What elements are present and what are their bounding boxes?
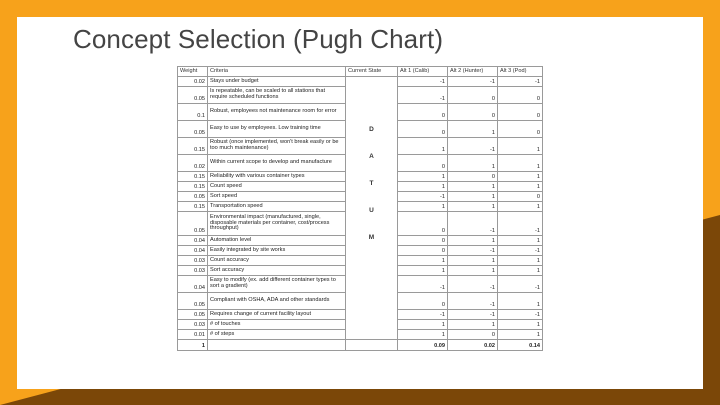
alt3-score-cell: -1: [498, 310, 543, 320]
alt1-score-cell: -1: [398, 276, 448, 293]
criteria-cell: Easily integrated by site works: [208, 246, 346, 256]
alt2-score-cell: 1: [448, 320, 498, 330]
alt3-score-cell: 1: [498, 182, 543, 192]
criteria-cell: Automation level: [208, 236, 346, 246]
alt3-score-cell: 0: [498, 104, 543, 121]
weight-cell: 0.04: [178, 236, 208, 246]
header-alt1: Alt 1 (Calib): [398, 67, 448, 77]
alt1-score-cell: 1: [398, 330, 448, 340]
alt3-score-cell: 1: [498, 138, 543, 155]
criteria-cell: Compliant with OSHA, ADA and other standards: [208, 293, 346, 310]
alt2-score-cell: -1: [448, 246, 498, 256]
alt2-score-cell: -1: [448, 310, 498, 320]
datum-letter: T: [369, 180, 374, 187]
weight-cell: 0.01: [178, 330, 208, 340]
weight-cell: 0.05: [178, 212, 208, 236]
criteria-cell: Sort accuracy: [208, 266, 346, 276]
header-criteria: Criteria: [208, 67, 346, 77]
alt3-score-cell: 0: [498, 192, 543, 202]
total-current-cell: [346, 340, 398, 351]
weight-cell: 0.05: [178, 293, 208, 310]
criteria-cell: Stays under budget: [208, 77, 346, 87]
criteria-cell: Is repeatable, can be scaled to all stations that require scheduled functions: [208, 87, 346, 104]
weight-cell: 0.04: [178, 246, 208, 256]
criteria-cell: Easy to modify (ex. add different container types to sort a gradient): [208, 276, 346, 293]
header-alt3: Alt 3 (Pod): [498, 67, 543, 77]
alt3-score-cell: 1: [498, 172, 543, 182]
alt1-score-cell: 0: [398, 121, 448, 138]
alt2-score-cell: 1: [448, 256, 498, 266]
header-current-state: Current State: [346, 67, 398, 77]
alt2-score-cell: 0: [448, 330, 498, 340]
weight-cell: 0.15: [178, 172, 208, 182]
total-row: [178, 340, 543, 351]
alt2-score-cell: 0: [448, 172, 498, 182]
alt3-score-cell: 1: [498, 266, 543, 276]
alt2-score-cell: -1: [448, 138, 498, 155]
criteria-cell: Easy to use by employees. Low training time: [208, 121, 346, 138]
criteria-cell: Robust, employees not maintenance room for error: [208, 104, 346, 121]
alt1-score-cell: 1: [398, 320, 448, 330]
weight-cell: 0.02: [178, 77, 208, 87]
alt2-score-cell: -1: [448, 276, 498, 293]
alt1-score-cell: 0: [398, 293, 448, 310]
alt1-score-cell: -1: [398, 310, 448, 320]
criteria-cell: Within current scope to develop and manufacture: [208, 155, 346, 172]
criteria-cell: # of touches: [208, 320, 346, 330]
alt3-score-cell: -1: [498, 246, 543, 256]
alt3-score-cell: 1: [498, 155, 543, 172]
alt1-score-cell: 0: [398, 246, 448, 256]
weight-cell: 0.03: [178, 266, 208, 276]
weight-cell: 0.05: [178, 310, 208, 320]
alt3-score-cell: 1: [498, 293, 543, 310]
header-row: [178, 67, 543, 77]
criteria-cell: Environmental impact (manufactured, single, disposable materials per container, cost/process throughput): [208, 212, 346, 236]
alt2-score-cell: 1: [448, 192, 498, 202]
alt1-score-cell: 0: [398, 104, 448, 121]
datum-letter: A: [369, 153, 374, 160]
weight-cell: 0.15: [178, 138, 208, 155]
alt2-score-cell: -1: [448, 293, 498, 310]
alt1-score-cell: 1: [398, 202, 448, 212]
weight-cell: 0.02: [178, 155, 208, 172]
weight-cell: 0.15: [178, 182, 208, 192]
slide-title: Concept Selection (Pugh Chart): [73, 24, 444, 54]
alt1-score-cell: 1: [398, 182, 448, 192]
criteria-cell: Robust (once implemented, won't break easily or be too much maintenance): [208, 138, 346, 155]
alt3-score-cell: -1: [498, 212, 543, 236]
criteria-cell: Count accuracy: [208, 256, 346, 266]
datum-letter: M: [368, 234, 375, 241]
alt3-score-cell: 1: [498, 330, 543, 340]
total-alt3-cell: 0.14: [498, 340, 543, 351]
criteria-cell: # of steps: [208, 330, 346, 340]
criteria-cell: Sort speed: [208, 192, 346, 202]
alt3-score-cell: 0: [498, 121, 543, 138]
alt3-score-cell: -1: [498, 276, 543, 293]
alt2-score-cell: 1: [448, 155, 498, 172]
total-criteria-cell: [208, 340, 346, 351]
alt3-score-cell: 1: [498, 236, 543, 246]
weight-cell: 0.15: [178, 202, 208, 212]
criteria-cell: Count speed: [208, 182, 346, 192]
weight-cell: 0.04: [178, 276, 208, 293]
total-alt2-cell: 0.02: [448, 340, 498, 351]
total-alt1-cell: 0.09: [398, 340, 448, 351]
header-alt2: Alt 2 (Hunter): [448, 67, 498, 77]
total-weight-cell: 1: [178, 340, 208, 351]
criteria-cell: Transportation speed: [208, 202, 346, 212]
table-row: [178, 77, 543, 87]
weight-cell: 0.1: [178, 104, 208, 121]
alt1-score-cell: -1: [398, 87, 448, 104]
alt3-score-cell: -1: [498, 77, 543, 87]
alt1-score-cell: 1: [398, 172, 448, 182]
datum-letter: D: [369, 126, 374, 133]
alt1-score-cell: 0: [398, 236, 448, 246]
pugh-chart-table: [177, 66, 543, 351]
alt3-score-cell: 1: [498, 202, 543, 212]
datum-letter: U: [369, 207, 374, 214]
header-weight: Weight: [178, 67, 208, 77]
alt2-score-cell: 0: [448, 87, 498, 104]
criteria-cell: Reliability with various container types: [208, 172, 346, 182]
alt3-score-cell: 0: [498, 87, 543, 104]
alt1-score-cell: 0: [398, 155, 448, 172]
alt1-score-cell: 1: [398, 138, 448, 155]
alt2-score-cell: 1: [448, 266, 498, 276]
criteria-cell: Requires change of current facility layout: [208, 310, 346, 320]
alt1-score-cell: 1: [398, 256, 448, 266]
weight-cell: 0.05: [178, 87, 208, 104]
weight-cell: 0.03: [178, 320, 208, 330]
alt2-score-cell: -1: [448, 77, 498, 87]
alt1-score-cell: -1: [398, 77, 448, 87]
alt3-score-cell: 1: [498, 320, 543, 330]
alt2-score-cell: 1: [448, 236, 498, 246]
alt2-score-cell: 1: [448, 202, 498, 212]
alt1-score-cell: -1: [398, 192, 448, 202]
alt3-score-cell: 1: [498, 256, 543, 266]
alt1-score-cell: 0: [398, 212, 448, 236]
alt2-score-cell: 0: [448, 104, 498, 121]
alt2-score-cell: 1: [448, 182, 498, 192]
alt2-score-cell: -1: [448, 212, 498, 236]
weight-cell: 0.05: [178, 192, 208, 202]
datum-column: [346, 77, 398, 340]
alt2-score-cell: 1: [448, 121, 498, 138]
weight-cell: 0.05: [178, 121, 208, 138]
weight-cell: 0.03: [178, 256, 208, 266]
alt1-score-cell: 1: [398, 266, 448, 276]
